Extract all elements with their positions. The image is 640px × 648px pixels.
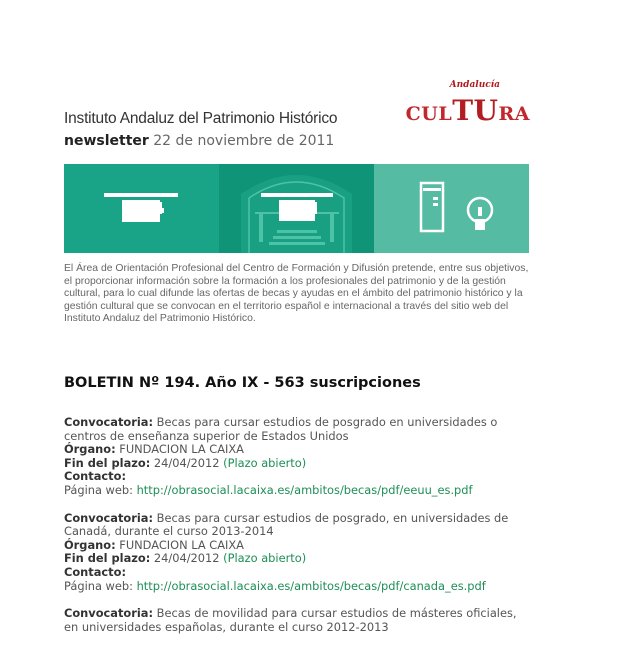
grant-deadline: 24/04/2012 [153,551,220,566]
logo-andalucia-text: Andalucía [449,80,500,90]
grant-web-link[interactable]: http://obrasocial.lacaixa.es/ambitos/becas/pdf/canada_es.pdf [136,578,486,593]
logo-cultura-text: CULTURA [405,94,530,127]
intro-paragraph: El Área de Orientación Profesional del Centro de Formación y Difusión pretende, entre sus objetivos, el proporcionar información sobre la formación a los profesionales del patrimonio y de la gestión cultural, para lo cual difunde las ofertas de becas y ayudas en el ámbito del patrimonio histórico y la gestión cultural que se convocan en el territorio español e internacional a través del sitio web del Instituto Andaluz del Patrimonio Histórico. [64,263,529,324]
bulletin-title: BOLETIN Nº 194. Año IX - 563 suscripciones [64,375,421,391]
list-item: Convocatoria: Becas para cursar estudios de posgrado en universidades o centros de enseñanza superior de Estados Unidos Órgano: FUNDACION LA CAIXA Fin del plazo: 24/04/2012 (Plazo abierto) Contacto: Página web: http://obrasocial.lacaixa.es/ambitos/becas/pdf/eeuu_es.pdf [64,415,498,497]
cultura-logo[interactable] [405,80,530,130]
list-item: Convocatoria: Becas para cursar estudios de posgrado, en universidades de Canadá, durante el curso 2013-2014 Órgano: FUNDACION LA CAIXA Fin del plazo: 24/04/2012 (Plazo abierto) Contacto: Página web: http://obrasocial.lacaixa.es/ambitos/becas/pdf/canada_es.pdf [64,510,509,593]
banner-panel-ideas [374,164,529,253]
newsletter-date-line [64,133,334,149]
grant-status: (Plazo abierto) [223,455,307,470]
grant-organization: FUNDACION LA CAIXA [119,442,244,457]
grant-description: Becas de movilidad para cursar estudios de másteres oficiales, en universidades españolas, durante el curso 2012-2013 [64,606,517,634]
grant-description: Becas para cursar estudios de posgrado, en universidades de Canadá, durante el curso 2013-2014 [64,510,509,539]
newsletter-header [64,78,530,158]
newsletter-date: 22 de noviembre de 2011 [153,133,335,149]
grant-organization: FUNDACION LA CAIXA [119,537,244,552]
banner-panel-building [219,164,374,253]
monument-building-icon [219,164,374,253]
grant-web-link[interactable]: http://obrasocial.lacaixa.es/ambitos/becas/pdf/eeuu_es.pdf [136,482,473,497]
newsletter-word: newsletter [64,133,149,149]
document-lightbulb-icon [374,164,529,253]
list-item: Convocatoria: Becas de movilidad para cursar estudios de másteres oficiales, en universidades españolas, durante el curso 2012-2013 [64,606,517,634]
grant-list [64,416,534,648]
grant-description: Becas para cursar estudios de posgrado en universidades o centros de enseñanza superior de Estados Unidos [64,415,498,443]
institute-name: Instituto Andaluz del Patrimonio Histórico [64,110,338,127]
graduation-cap-icon [64,164,219,253]
grant-status: (Plazo abierto) [223,551,307,566]
banner-panel-graduation [64,164,219,253]
newsletter-banner [64,164,529,253]
grant-deadline: 24/04/2012 [153,455,220,470]
